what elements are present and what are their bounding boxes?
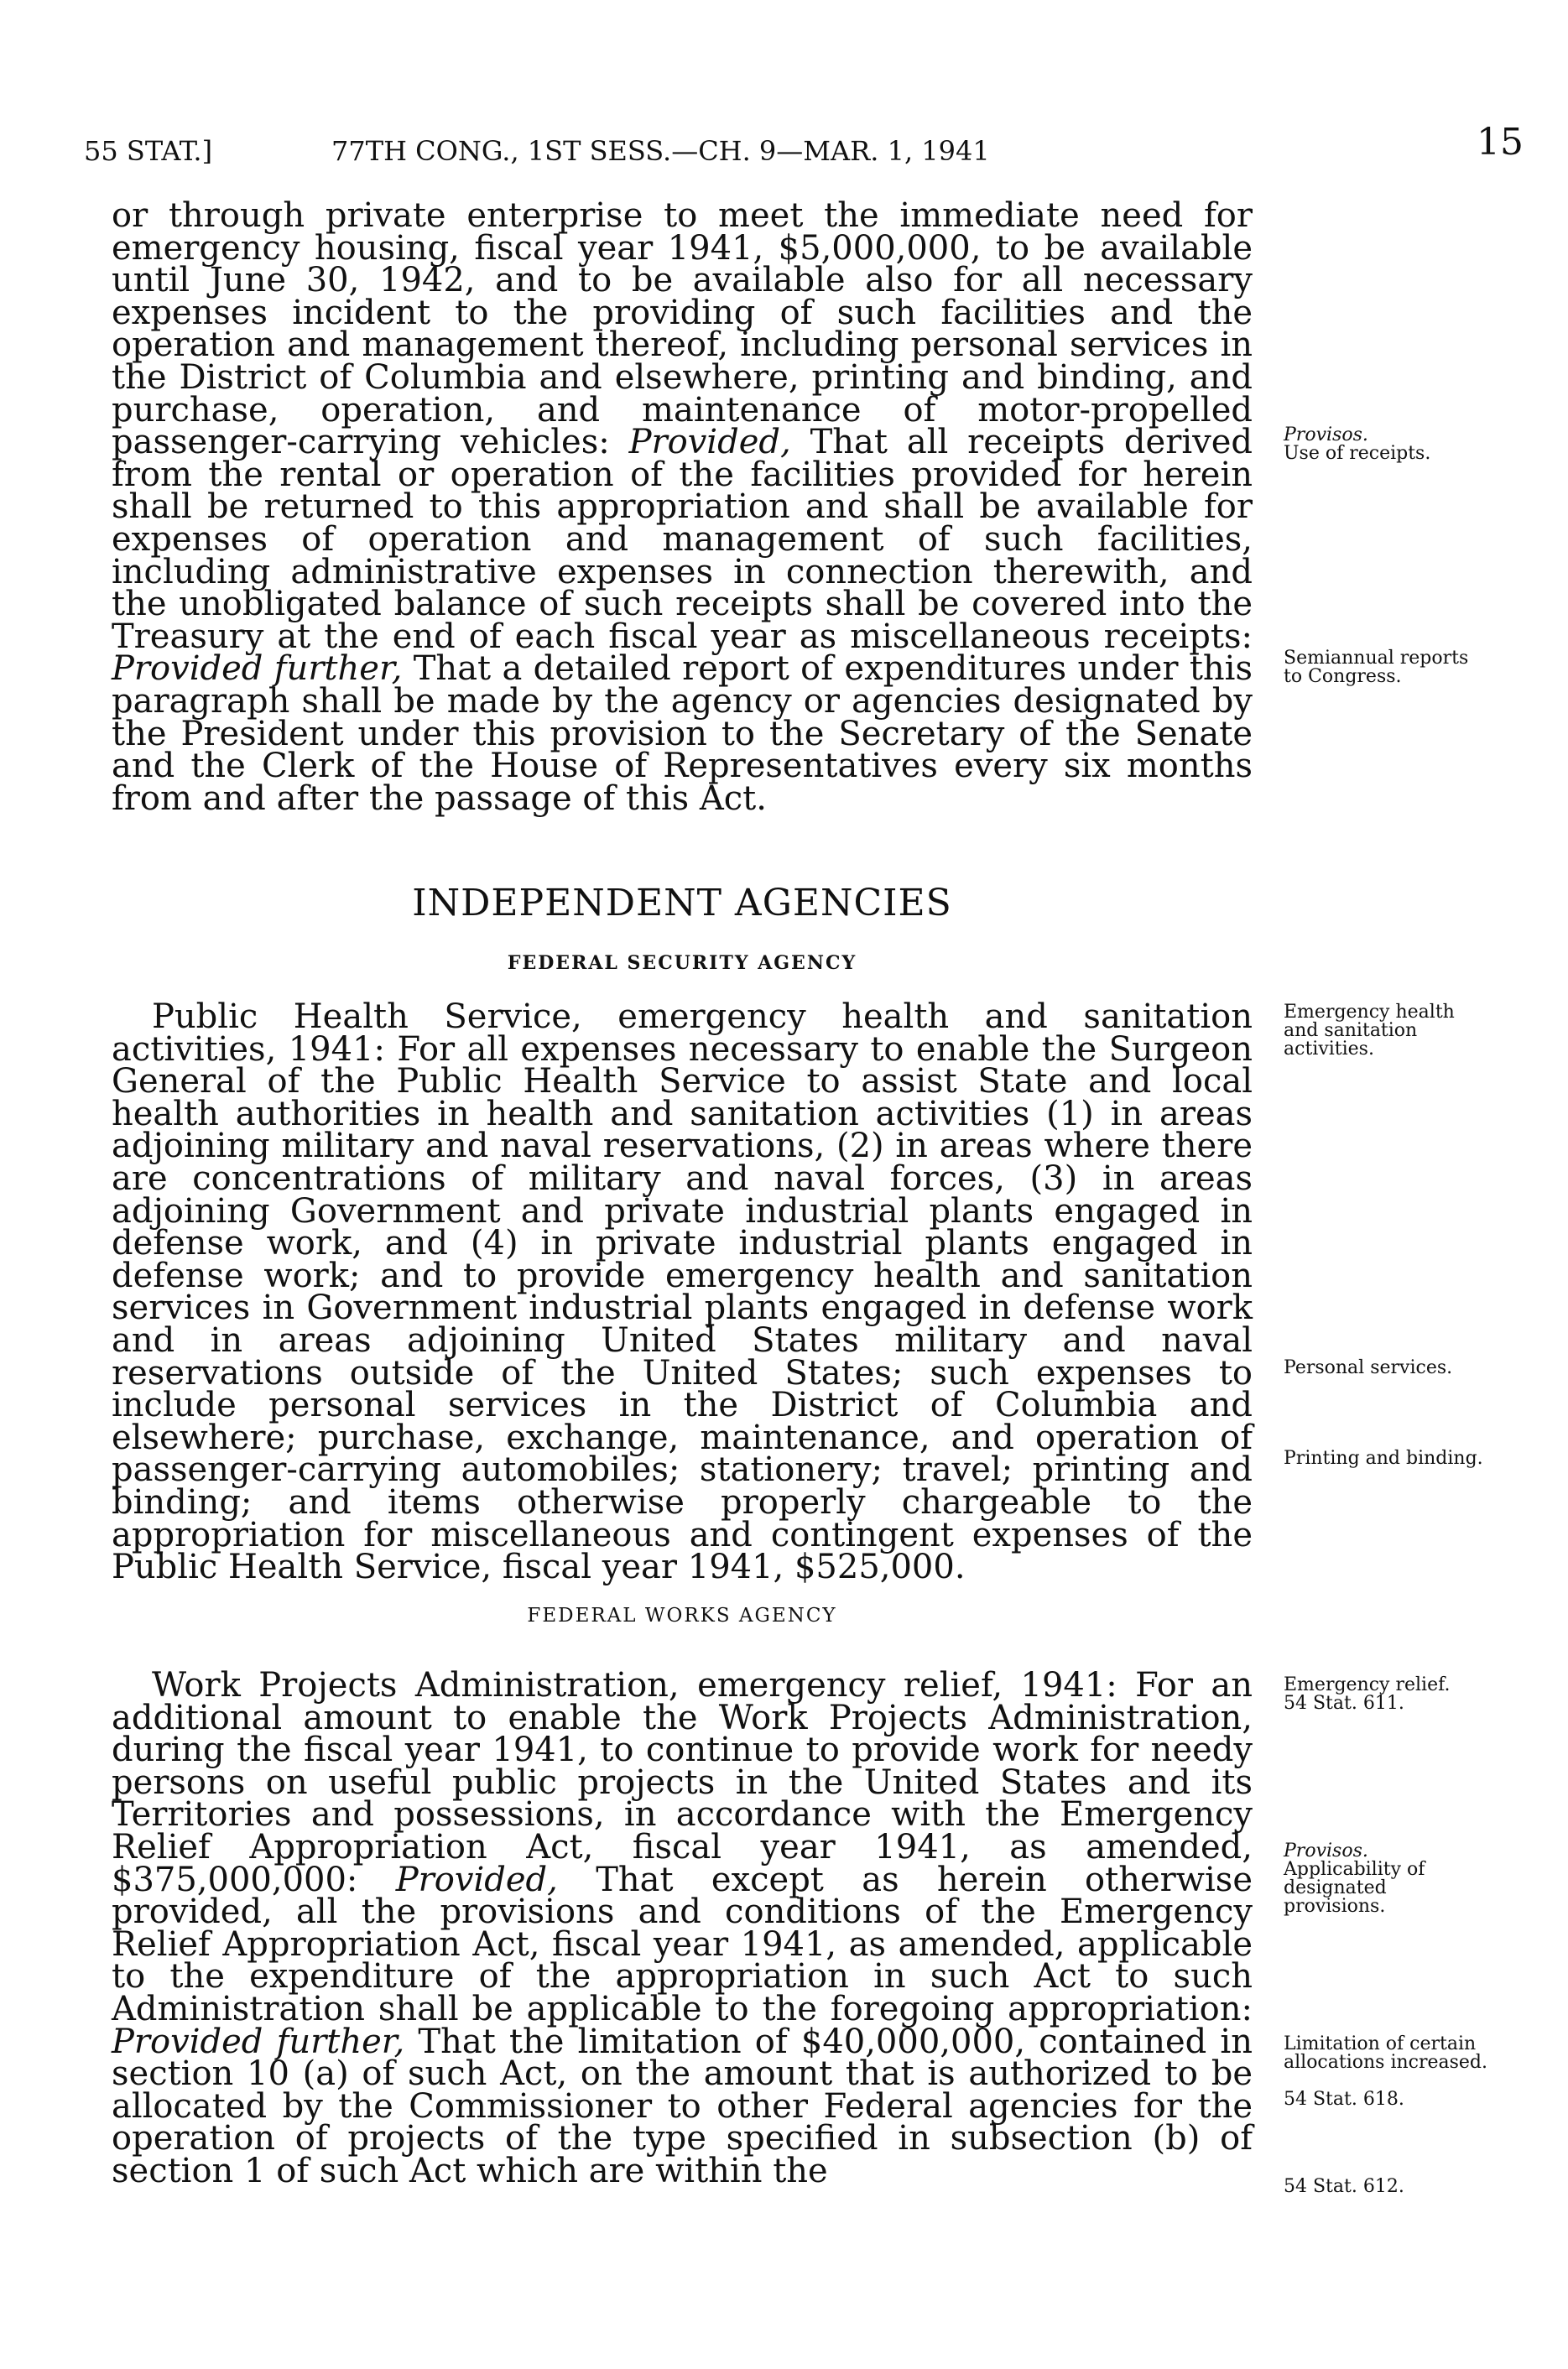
margin-note-emergency-relief: Emergency relief.: [1284, 1674, 1451, 1695]
paragraph-text: or through private enterprise to meet the immediate need for emergency housing, fiscal year 1941, $5,000,000, to be available until June 30, 1942, and to be available also for all necessary expenses incident to the providing of such facilities and the operation and management thereof, including personal services in the District of Columbia and elsewhere, printing and binding, and purchase, operation, and maintenance of motor-propelled passenger-carrying vehicles: Provided, That all receipts derived from the rental or operation of the facilities provided for herein shall be returned to this appropriation and shall be available for expenses of operation and management of such facilities, including administrative expenses in connection therewith, and the unobligated balance of such receipts shall be covered into the Treasury at the end of each fiscal year as miscellaneous receipts: Provided further, That a detailed report of expenditures under this paragraph shall be made by the agency or agencies designated by the President under this provision to the Secretary of the Senate and the Clerk of the House of Representatives every six months from and after the passage of this Act.: [112, 196, 1253, 818]
section-title: INDEPENDENT AGENCIES: [412, 882, 952, 924]
margin-note-personal-services: Personal services.: [1284, 1357, 1453, 1378]
provided-term: Provided,: [395, 1860, 558, 1899]
margin-note-applicability: Applicability of designated provisions.: [1284, 1859, 1425, 1917]
subsection-title-security: FEDERAL SECURITY AGENCY: [507, 952, 857, 974]
margin-note-stat-612: 54 Stat. 612.: [1284, 2176, 1404, 2197]
margin-note-provisos-2: Provisos.: [1284, 1841, 1368, 1861]
margin-note-stat-611: 54 Stat. 611.: [1284, 1693, 1404, 1714]
paragraph-text: Work Projects Administration, emergency relief, 1941: For an additional amount to enable the Work Projects Administration, during the fiscal year 1941, to continue to provide work for needy persons on useful public projects in the United States and its Territories and possessions, in accordance with the Emergency Relief Appropriation Act, fiscal year 1941, as amended, $375,000,000: Provided, That except as herein otherwise provided, all the provisions and conditions of the Emergency Relief Appropriation Act, fiscal year 1941, as amended, applicable to the expenditure of the appropriation in such Act to such Administration shall be applicable to the foregoing appropriation: Provided further, That the limitation of $40,000,000, contained in section 10 (a) of such Act, on the amount that is authorized to be allocated by the Commissioner to other Federal agencies for the operation of projects of the type specified in subsection (b) of section 1 of such Act which are within the: [112, 1666, 1253, 2190]
margin-note-limitation: Limitation of certain allocations increased.: [1284, 2033, 1488, 2073]
margin-note-use-of-receipts: Use of receipts.: [1284, 443, 1431, 464]
section-heading-block: [112, 883, 1253, 924]
margin-note-provisos: Provisos.: [1284, 424, 1368, 445]
provided-further-term: Provided further,: [112, 2022, 405, 2061]
paragraph-text: Public Health Service, emergency health and sanitation activities, 1941: For all expenses necessary to enable the Surgeon General of the Public Health Service to assist State and local health authorities in health and sanitation activities (1) in areas adjoining military and naval reservations, (2) in areas where there are concentrations of military and naval forces, (3) in areas adjoining Government and private industrial plants engaged in defense work, and (4) in private industrial plants engaged in defense work; and to provide emergency health and sanitation services in Government industrial plants engaged in defense work and in areas adjoining United States military and naval reservations outside of the United States; such expenses to include personal services in the District of Columbia and elsewhere; purchase, exchange, maintenance, and operation of passenger-carrying automobiles; stationery; travel; printing and binding; and items otherwise properly chargeable to the appropriation for miscellaneous and contingent expenses of the Public Health Service, fiscal year 1941, $525,000.: [112, 997, 1253, 1587]
margin-note-printing-binding: Printing and binding.: [1284, 1448, 1483, 1469]
subsection-heading-block: [112, 951, 1253, 975]
header-volume: 55 STAT.]: [84, 135, 213, 167]
paragraph-housing: [112, 196, 1253, 818]
paragraph-work-projects: [112, 1666, 1253, 2190]
subsection-heading-block-2: [112, 1604, 1253, 1627]
subsection-title-works: FEDERAL WORKS AGENCY: [527, 1605, 837, 1627]
provided-term: Provided,: [628, 423, 791, 462]
margin-note-semiannual-reports: Semiannual reports to Congress.: [1284, 648, 1469, 687]
margin-note-emergency-health: Emergency health and sanitation activities.: [1284, 1002, 1455, 1060]
margin-note-stat-618: 54 Stat. 618.: [1284, 2089, 1404, 2110]
header-session: 77TH CONG., 1ST SESS.—CH. 9—MAR. 1, 1941: [331, 135, 990, 167]
paragraph-public-health: [112, 997, 1253, 1587]
page-number: 15: [1477, 121, 1524, 164]
provided-further-term: Provided further,: [112, 649, 403, 689]
